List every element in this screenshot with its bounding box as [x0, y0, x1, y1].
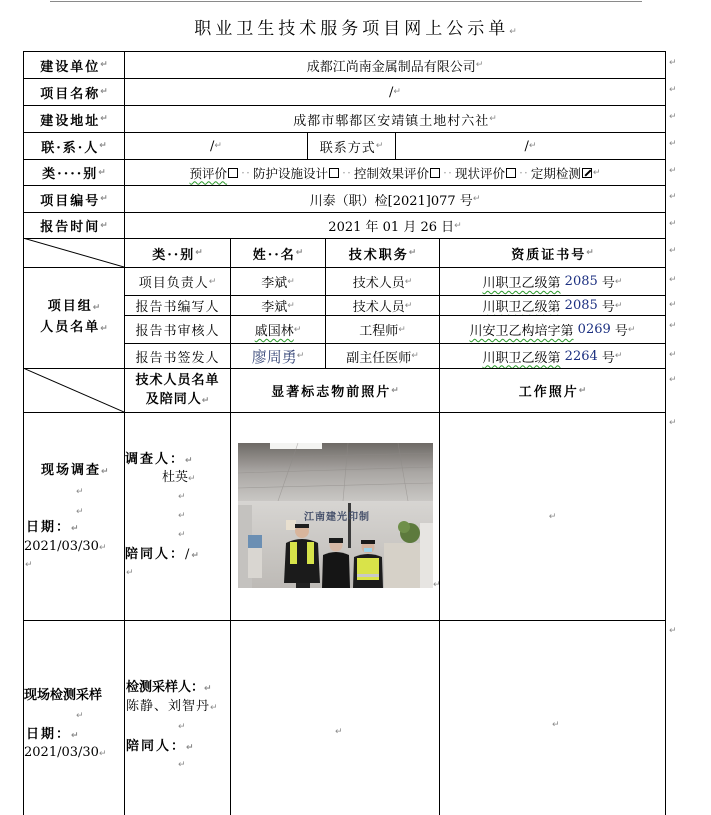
- investigator-label: 调查人：↵: [125, 452, 193, 467]
- paragraph-mark-icon: ↵: [669, 321, 677, 331]
- value-construction-unit: 成都江尚南金属制品有限公司 ↵: [306, 59, 484, 75]
- team-role: 项目负责人 ↵: [138, 276, 217, 291]
- label-project-number: 项目编号 ↵: [40, 193, 108, 209]
- survey-date-label: 日期：↵: [26, 520, 79, 535]
- paragraph-mark-icon: ↵: [669, 300, 677, 310]
- companion-label: 陪同人：/↵: [125, 547, 199, 562]
- survey-label-cell: 现场调查↵ ↵ ↵ 日期：↵ 2021/03/30↵ ↵: [24, 463, 109, 570]
- paragraph-mark-icon: ↵: [669, 139, 677, 149]
- team-certificate: 川职卫乙级第 2085 号 ↵: [482, 298, 623, 315]
- landmark-photo: [238, 443, 433, 588]
- diagonal-header-cell: [23, 368, 124, 412]
- paragraph-mark-icon: ↵: [669, 275, 677, 285]
- label-category: 类····别 ↵: [42, 167, 106, 182]
- team-certificate: 川安卫乙构培字第 0269 号 ↵: [469, 322, 636, 339]
- team-role: 报告书审核人: [135, 324, 220, 339]
- value-contact-method: / ↵: [524, 138, 537, 154]
- value-project-name: / ↵: [389, 84, 401, 100]
- label-construction-unit: 建设单位 ↵: [40, 59, 108, 75]
- team-name: 戚国林 ↵: [254, 324, 302, 339]
- svg-text:江南建光印制: 江南建光印制: [304, 512, 370, 523]
- paragraph-mark-icon: ↵: [669, 375, 677, 385]
- paragraph-mark-icon: ↵: [669, 246, 677, 256]
- paragraph-mark-icon: ↵: [669, 626, 677, 636]
- paragraph-mark-icon: ↵: [509, 27, 517, 37]
- page-header-line: [50, 1, 642, 2]
- paragraph-mark-icon: ↵: [669, 112, 677, 122]
- survey-label: 现场调查↵: [41, 463, 109, 478]
- label-contact-method: 联系方式 ↵: [319, 140, 384, 156]
- category-options: 预评价 ·· 防护设施设计 ·· 控制效果评价 ·· 现状评价 ·· 定期检测 ↵: [189, 165, 601, 181]
- paragraph-mark-icon: ↵: [669, 418, 677, 428]
- value-report-time: 2021 年 01 月 26 日 ↵: [328, 220, 462, 235]
- value-construction-address: 成都市郫都区安靖镇土地村六社 ↵: [293, 113, 497, 129]
- sampling-date-label: 日期：↵: [26, 727, 79, 742]
- team-header-certificate: 资质证书号 ↵: [511, 247, 594, 263]
- paragraph-mark-icon: ↵: [669, 219, 677, 229]
- investigator-name: 杜英↵: [162, 470, 196, 485]
- team-header-category: 类··别 ↵: [152, 247, 203, 263]
- work-photo-header: 工作照片 ↵: [518, 385, 587, 400]
- work-photo-survey: ↵: [548, 511, 557, 522]
- team-title: 工程师 ↵: [359, 324, 406, 339]
- diagonal-header-cell: [23, 238, 124, 267]
- checkbox-pre-evaluation[interactable]: [228, 168, 238, 178]
- team-name: 李斌 ↵: [261, 300, 295, 315]
- paragraph-mark-icon: ↵: [669, 166, 677, 176]
- team-role: 报告书签发人: [135, 350, 220, 366]
- label-construction-address: 建设地址 ↵: [40, 113, 108, 129]
- option-label: 预评价: [189, 165, 228, 181]
- sampling-date: 2021/03/30↵: [24, 745, 107, 760]
- survey-staff-cell: 调查人：↵ 杜英↵ ↵ ↵ ↵ 陪同人：/↵ ↵: [125, 452, 199, 578]
- team-certificate: 川职卫乙级第 2264 号 ↵: [482, 348, 623, 366]
- work-photo-sampling: ↵: [552, 720, 560, 730]
- sampler-label: 检测采样人：↵: [126, 680, 212, 695]
- paragraph-mark-icon: ↵: [669, 85, 677, 95]
- checkbox-control-effect-evaluation[interactable]: [430, 168, 440, 178]
- option-label: 控制效果评价: [353, 165, 429, 181]
- team-name-signature: 廖周勇 ↵: [251, 347, 305, 366]
- checkbox-status-evaluation[interactable]: [506, 168, 516, 178]
- sampling-label: 现场检测采样: [24, 688, 103, 703]
- team-group-label: 项目组↵ 人员名单↵: [40, 299, 108, 335]
- staff-header: 技术人员名单 及陪同人↵: [135, 372, 220, 407]
- checkbox-periodic-testing[interactable]: [582, 168, 592, 178]
- grid-line: [665, 51, 666, 815]
- checkbox-protection-design[interactable]: [329, 168, 339, 178]
- label-project-name: 项目名称 ↵: [40, 86, 108, 102]
- option-label: 防护设施设计: [253, 165, 329, 181]
- option-label: 定期检测: [530, 165, 581, 181]
- paragraph-mark-icon: ↵: [669, 350, 677, 360]
- option-label: 现状评价: [454, 165, 505, 181]
- team-name: 李斌 ↵: [261, 276, 295, 291]
- sampling-companion-label: 陪同人：↵: [126, 739, 194, 754]
- paragraph-mark-icon: ↵: [669, 58, 677, 68]
- label-report-time: 报告时间 ↵: [40, 220, 108, 235]
- team-title: 副主任医师 ↵: [346, 350, 419, 366]
- team-certificate: 川职卫乙级第 2085 号 ↵: [482, 274, 623, 291]
- landmark-photo-sampling: ↵: [335, 727, 343, 737]
- sampler-names: 陈静、刘智丹↵: [126, 699, 218, 714]
- team-header-title: 技术职务 ↵: [348, 247, 417, 263]
- survey-date: 2021/03/30↵: [24, 539, 107, 554]
- document-title: 职业卫生技术服务项目网上公示单↵: [194, 19, 517, 39]
- landmark-photo-image: [238, 443, 433, 588]
- paragraph-mark-icon: ↵: [433, 580, 441, 590]
- label-contact-person: 联·系·人 ↵: [41, 140, 107, 156]
- sampling-staff-cell: 检测采样人：↵ 陈静、刘智丹↵ ↵ 陪同人：↵ ↵: [126, 680, 218, 770]
- sampling-label-cell: 现场检测采样 ↵ 日期：↵ 2021/03/30↵: [24, 621, 124, 815]
- team-title: 技术人员 ↵: [352, 300, 413, 315]
- team-title: 技术人员 ↵: [352, 276, 413, 291]
- value-contact-person: / ↵: [210, 138, 222, 154]
- landmark-photo-header: 显著标志物前照片 ↵: [271, 385, 399, 400]
- paragraph-mark-icon: ↵: [669, 192, 677, 202]
- team-role: 报告书编写人: [135, 300, 220, 315]
- value-project-number: 川泰（职）检[2021]077 号 ↵: [309, 193, 481, 209]
- team-header-name: 姓··名 ↵: [252, 247, 304, 263]
